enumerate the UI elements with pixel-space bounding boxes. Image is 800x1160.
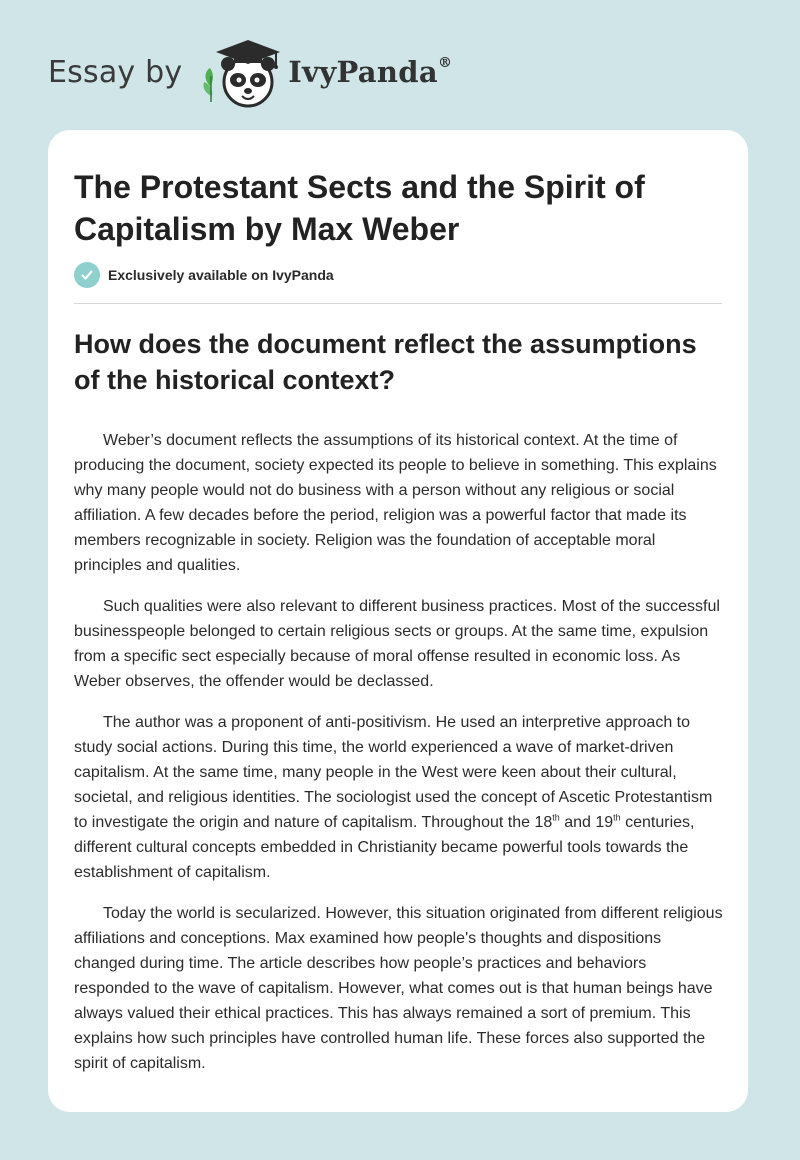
badge-label: Exclusively available on IvyPanda: [108, 267, 334, 283]
essay-body: [74, 428, 726, 1092]
check-icon: [74, 262, 100, 288]
essay-card: [48, 130, 748, 1112]
divider: [74, 303, 722, 304]
paragraph-2: Such qualities were also relevant to different business practices. Most of the successful businesspeople belonged to certain religious sects or groups. At the same time, expulsion from a specific sect especially because of moral offense resulted in economic loss. As Weber observes, the offender would be declassed.: [74, 598, 720, 690]
essay-by-label: Essay by: [48, 54, 183, 90]
registered-mark: ®: [437, 55, 453, 72]
exclusive-badge: [74, 262, 334, 288]
paragraph-4: Today the world is secularized. However, this situation originated from different religious affiliations and conceptions. Max examined how people's thoughts and dispositions changed during time. The article describes how people’s practices and behaviors responded to the wave of capitalism. However, what comes out is that human beings have always valued their ethical practices. This has always remained a sort of premium. This explains how such principles have controlled human life. These forces also supported the spirit of capitalism.: [74, 905, 723, 1072]
leaf-icon: [204, 68, 214, 102]
paragraph-1: Weber’s document reflects the assumptions of its historical context. At the time of producing the document, society expected its people to believe in something. This explains why many people would not do business with a person without any religious or social affiliation. A few decades before the period, religion was a powerful factor that made its members recognizable in society. Religion was the foundation of acceptable moral principles and qualities.: [74, 432, 717, 574]
brand-name[interactable]: IvyPanda®: [288, 55, 453, 89]
site-header: [48, 36, 452, 108]
section-heading: How does the document reflect the assumptions of the historical context?: [74, 329, 697, 395]
page-title: The Protestant Sects and the Spirit of Capitalism by Max Weber: [74, 169, 645, 247]
superscript-th: th: [552, 812, 560, 823]
superscript-th: th: [613, 812, 621, 823]
panda-logo-icon[interactable]: [196, 36, 284, 108]
paragraph-3: The author was a proponent of anti-positivism. He used an interpretive approach to study social actions. During this time, the world experienced a wave of market-driven capitalism. At the same time, many people in the West were keen about their cultural, societal, and religious identities. The sociologist used the concept of Ascetic Protestantism to investigate the origin and nature of capitalism. Throughout the 18th and 19th centuries, different cultural concepts embedded in Christianity became powerful tools towards the establishment of capitalism.: [74, 714, 713, 881]
